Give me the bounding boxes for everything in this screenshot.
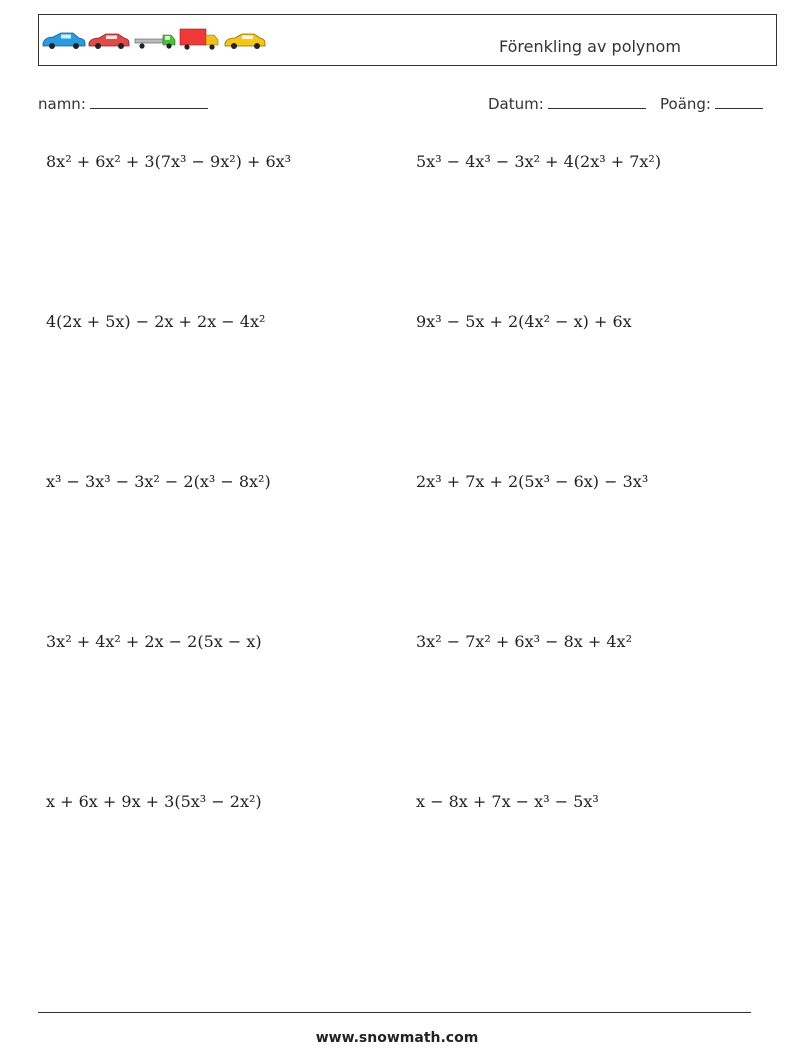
problem-2: 5x³ − 4x³ − 3x² + 4(2x³ + 7x²): [416, 152, 662, 171]
score-label: Poäng:: [660, 95, 711, 113]
name-label: namn:: [38, 95, 86, 113]
footer-divider: [38, 1012, 751, 1013]
yellow-car-icon: [225, 34, 265, 49]
problem-7: 3x² + 4x² + 2x − 2(5x − x): [46, 632, 262, 651]
problem-1: 8x² + 6x² + 3(7x³ − 9x²) + 6x³: [46, 152, 292, 171]
problem-3: 4(2x + 5x) − 2x + 2x − 4x²: [46, 312, 266, 331]
header-box: [38, 14, 777, 66]
date-line[interactable]: [548, 94, 646, 109]
worksheet-title: Förenkling av polynom: [499, 37, 681, 56]
problem-10: x − 8x + 7x − x³ − 5x³: [416, 792, 599, 811]
red-car-icon: [89, 34, 129, 49]
box-truck-icon: [180, 29, 218, 50]
problem-6: 2x³ + 7x + 2(5x³ − 6x) − 3x³: [416, 472, 649, 491]
problem-8: 3x² − 7x² + 6x³ − 8x + 4x²: [416, 632, 632, 651]
score-line[interactable]: [715, 94, 763, 109]
problem-9: x + 6x + 9x + 3(5x³ − 2x²): [46, 792, 262, 811]
blue-car-icon: [43, 33, 85, 49]
name-field[interactable]: [38, 94, 208, 113]
problem-4: 9x³ − 5x + 2(4x² − x) + 6x: [416, 312, 632, 331]
footer-url[interactable]: www.snowmath.com: [315, 1030, 479, 1046]
flatbed-truck-icon: [135, 35, 175, 49]
vehicles-icon: [41, 27, 271, 53]
date-label: Datum:: [488, 95, 544, 113]
name-line[interactable]: [90, 94, 208, 109]
problem-5: x³ − 3x³ − 3x² − 2(x³ − 8x²): [46, 472, 271, 491]
score-field[interactable]: [660, 94, 763, 113]
date-field[interactable]: [488, 94, 646, 113]
